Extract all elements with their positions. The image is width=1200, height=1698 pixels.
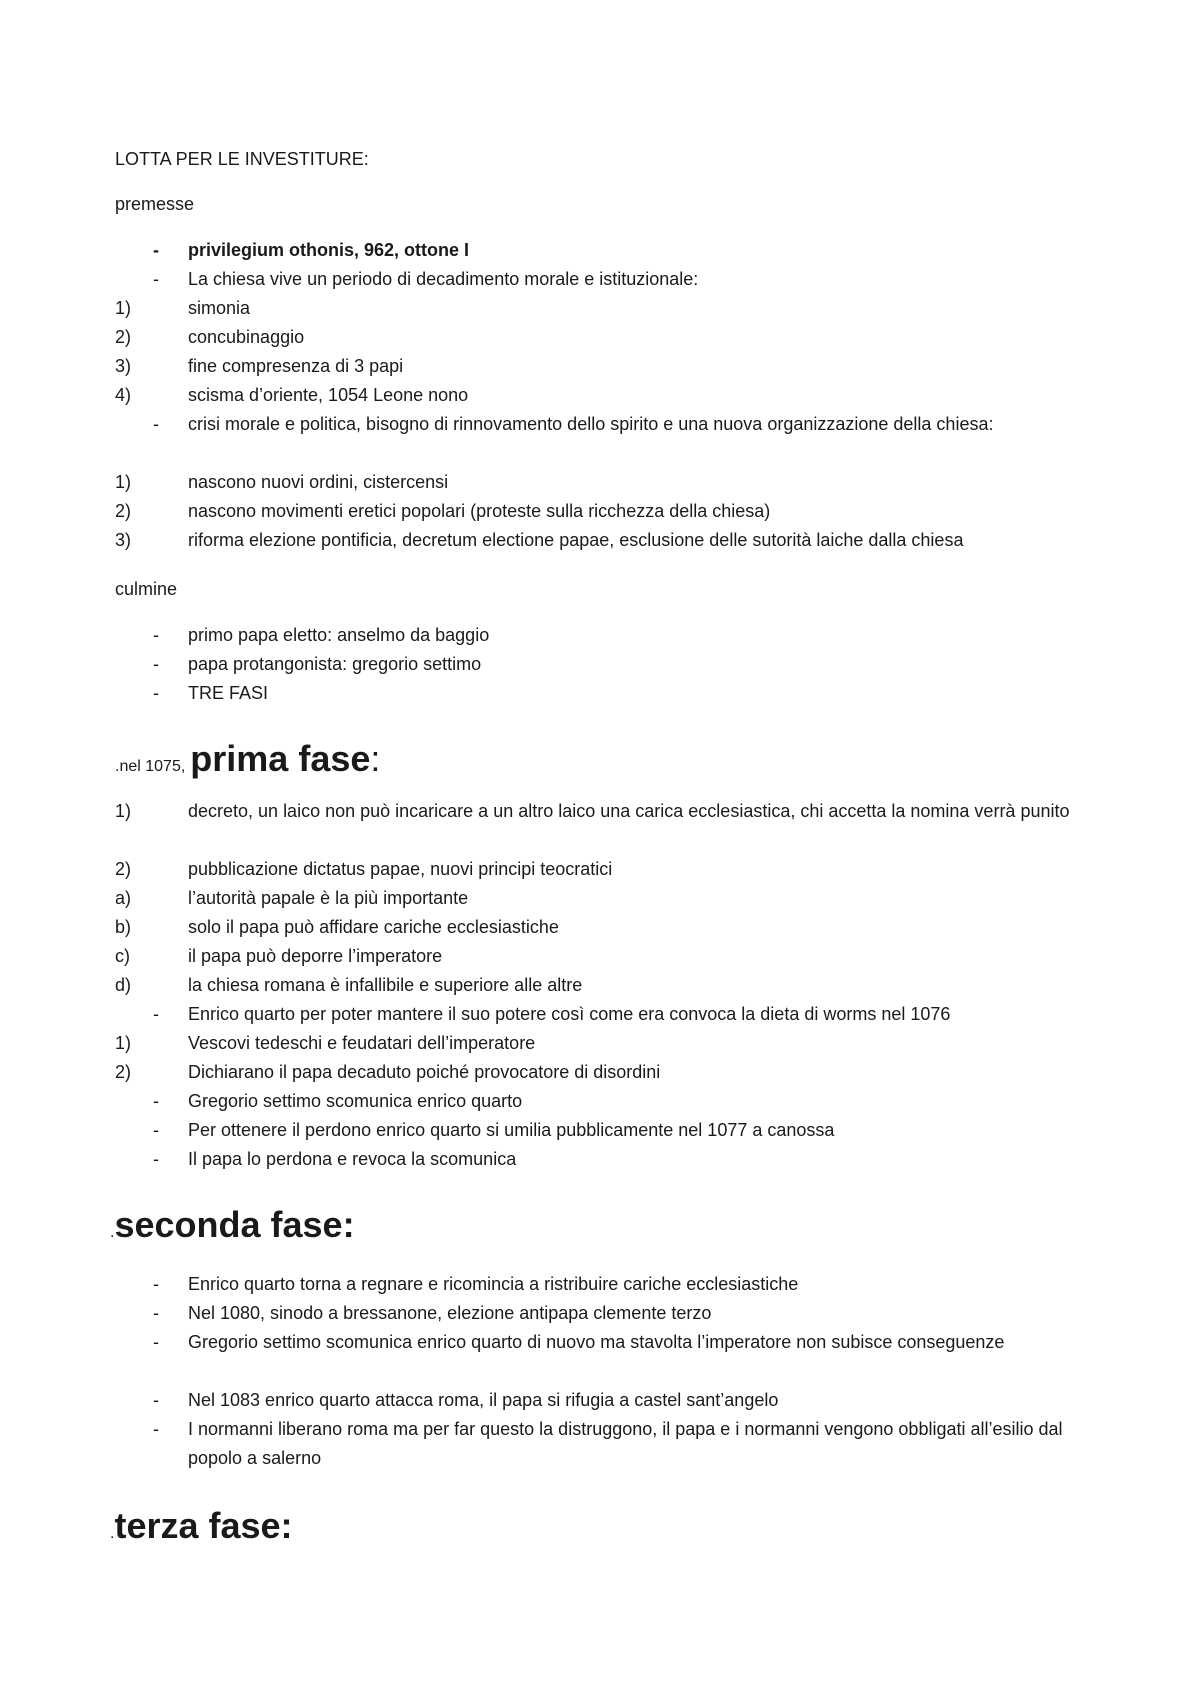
list-item-text: scisma d’oriente, 1054 Leone nono [188, 385, 469, 405]
list-item-text: fine compresenza di 3 papi [188, 356, 404, 376]
list-item-text: Gregorio settimo scomunica enrico quarto di nuovo ma stavolta l’imperatore non subisce conseguenze [188, 1332, 1005, 1352]
list-marker: 1) [115, 801, 132, 821]
seconda-fase-title: seconda fase: [114, 1204, 355, 1245]
list-item-text: Enrico quarto per poter mantere il suo potere così come era convoca la dieta di worms nel 1076 [188, 1004, 951, 1024]
list-item-text: Nel 1083 enrico quarto attacca roma, il papa si rifugia a castel sant’angelo [188, 1390, 779, 1410]
list-marker: - [153, 654, 159, 674]
list-marker: 1) [115, 1033, 132, 1053]
list-item-text: pubblicazione dictatus papae, nuovi principi teocratici [188, 859, 613, 879]
list-marker: - [153, 1332, 159, 1352]
section-culmine-label: culmine [115, 579, 178, 599]
list-item-text: primo papa eletto: anselmo da baggio [188, 625, 490, 645]
list-item-text: Vescovi tedeschi e feudatari dell’imperatore [188, 1033, 536, 1053]
list-marker: - [153, 1091, 159, 1111]
section-premesse-label: premesse [115, 194, 195, 214]
list-item-text: Dichiarano il papa decaduto poiché provocatore di disordini [188, 1062, 661, 1082]
list-marker: 3) [115, 356, 132, 376]
list-item-text: Enrico quarto torna a regnare e ricomincia a ristribuire cariche ecclesiastiche [188, 1274, 799, 1294]
list-item-text: nascono nuovi ordini, cistercensi [188, 472, 449, 492]
terza-fase-title: terza fase: [114, 1505, 293, 1546]
list-marker: 1) [115, 298, 132, 318]
list-marker: 2) [115, 501, 132, 521]
list-marker: - [153, 269, 159, 289]
list-item-text: Gregorio settimo scomunica enrico quarto [188, 1091, 523, 1111]
list-marker: 4) [115, 385, 132, 405]
list-marker: 2) [115, 327, 132, 347]
list-item-text: Il papa lo perdona e revoca la scomunica [188, 1149, 517, 1169]
list-item-text: l’autorità papale è la più importante [188, 888, 469, 908]
list-item-text: simonia [188, 298, 251, 318]
list-marker: - [153, 1303, 159, 1323]
list-marker: 1) [115, 472, 132, 492]
list-marker: - [153, 625, 159, 645]
prima-fase-colon: : [370, 738, 381, 779]
list-item-text: nascono movimenti eretici popolari (proteste sulla ricchezza della chiesa) [188, 501, 771, 521]
list-marker: 3) [115, 530, 132, 550]
prima-fase-title: prima fase [190, 738, 371, 779]
list-marker: - [153, 1419, 159, 1439]
list-item-text: decreto, un laico non può incaricare a un altro laico una carica ecclesiastica, chi accetta la nomina verrà punito [188, 801, 1070, 821]
list-marker: - [153, 1149, 159, 1169]
list-marker: c) [115, 946, 130, 966]
list-item-text: crisi morale e politica, bisogno di rinnovamento dello spirito e una nuova organizzazione della chiesa: [188, 414, 994, 434]
list-marker: 2) [115, 1062, 132, 1082]
list-marker: - [153, 1390, 159, 1410]
list-item-text: il papa può deporre l’imperatore [188, 946, 443, 966]
list-marker: - [153, 1004, 159, 1024]
seconda-fase-dot: . [110, 1224, 115, 1241]
list-item-text: privilegium othonis, 962, ottone I [188, 240, 470, 260]
list-item-text: la chiesa romana è infallibile e superiore alle altre [188, 975, 583, 995]
document-title: LOTTA PER LE INVESTITURE: [115, 149, 369, 169]
list-item-text: TRE FASI [188, 683, 269, 703]
list-item-text: Per ottenere il perdono enrico quarto si umilia pubblicamente nel 1077 a canossa [188, 1120, 835, 1140]
list-marker: - [153, 1274, 159, 1294]
list-item-text: La chiesa vive un periodo di decadimento morale e istituzionale: [188, 269, 699, 289]
list-marker: d) [115, 975, 132, 995]
list-item-text: solo il papa può affidare cariche ecclesiastiche [188, 917, 559, 937]
list-item-text: riforma elezione pontificia, decretum electione papae, esclusione delle sutorità laiche dalla chiesa [188, 530, 964, 550]
terza-fase-dot: . [110, 1525, 115, 1542]
list-marker: - [153, 414, 159, 434]
list-marker: - [153, 1120, 159, 1140]
list-marker: - [153, 240, 159, 260]
list-item-text: I normanni liberano roma ma per far questo la distruggono, il papa e i normanni vengono obbligati all’esilio dal popolo a salerno [188, 1419, 1063, 1468]
list-item-text: papa protangonista: gregorio settimo [188, 654, 482, 674]
prima-fase-heading [115, 737, 1115, 789]
list-item-text: concubinaggio [188, 327, 305, 347]
seconda-fase-heading [110, 1203, 355, 1255]
list-marker: - [153, 683, 159, 703]
prima-fase-prefix: .nel 1075, [115, 758, 186, 775]
list-marker: b) [115, 917, 132, 937]
terza-fase-heading [110, 1504, 293, 1556]
list-marker: a) [115, 888, 132, 908]
list-item-text: Nel 1080, sinodo a bressanone, elezione antipapa clemente terzo [188, 1303, 712, 1323]
list-marker: 2) [115, 859, 132, 879]
